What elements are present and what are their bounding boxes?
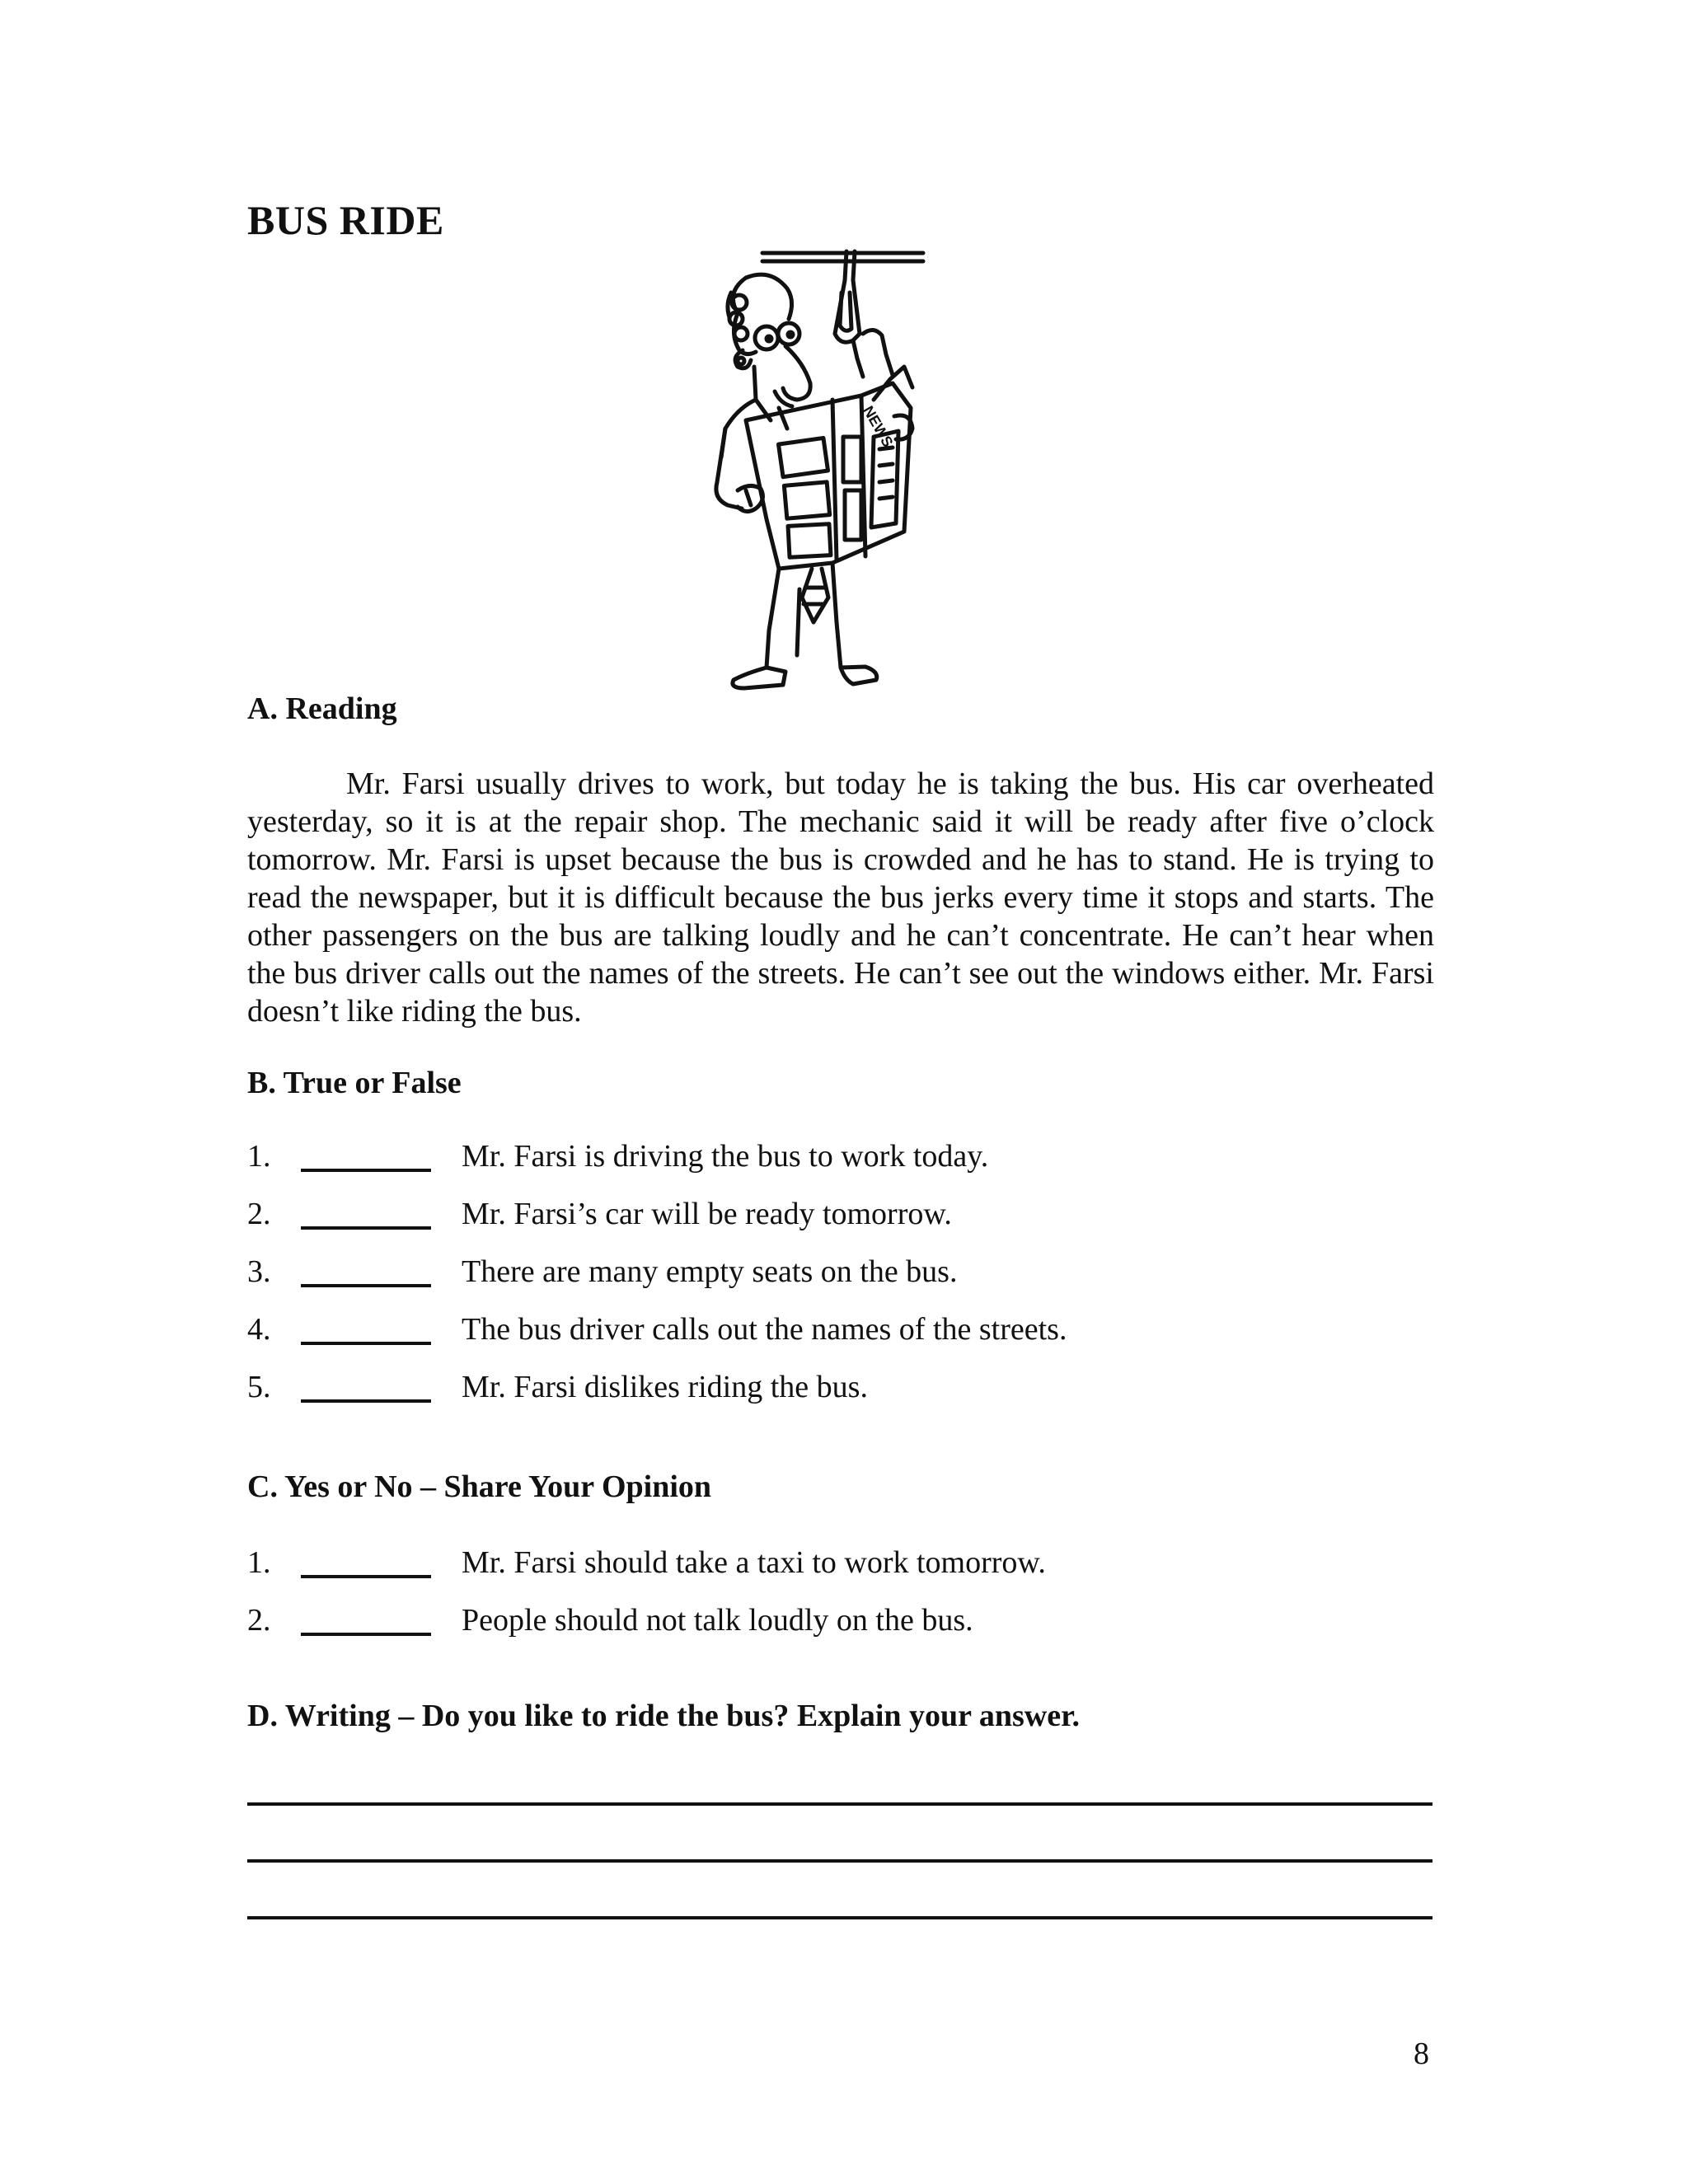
question-text: Mr. Farsi’s car will be ready tomorrow.	[462, 1197, 952, 1231]
yes-no-item-1	[247, 1544, 1434, 1601]
yes-no-item-2	[247, 1601, 1434, 1659]
page-title: BUS RIDE	[247, 197, 444, 243]
question-text: Mr. Farsi dislikes riding the bus.	[462, 1370, 868, 1404]
question-text: There are many empty seats on the bus.	[462, 1254, 958, 1289]
true-false-item-3	[247, 1253, 1434, 1310]
writing-line-2[interactable]	[247, 1859, 1432, 1863]
page-number: 8	[1414, 2036, 1429, 2071]
question-number: 4.	[247, 1312, 271, 1347]
true-false-item-2	[247, 1195, 1434, 1253]
section-b-heading: B. True or False	[247, 1066, 462, 1100]
question-number: 1.	[247, 1545, 271, 1580]
question-number: 1.	[247, 1139, 271, 1174]
question-number: 5.	[247, 1370, 271, 1404]
question-text: Mr. Farsi is driving the bus to work today.	[462, 1139, 989, 1174]
question-number: 2.	[247, 1197, 271, 1231]
answer-blank[interactable]	[301, 1342, 431, 1345]
section-c-heading: C. Yes or No – Share Your Opinion	[247, 1469, 712, 1504]
answer-blank[interactable]	[301, 1399, 431, 1403]
answer-blank[interactable]	[301, 1284, 431, 1287]
true-false-item-1	[247, 1137, 1434, 1195]
reading-paragraph: Mr. Farsi usually drives to work, but today he is taking the bus. His car overheated yesterday, so it is at the repair shop. The mechanic said it will be ready after five o’clock tomorrow. Mr. Farsi is upset because the bus is crowded and he has to stand. He is trying to read the newspaper, but it is difficult because the bus jerks every time it stops and starts. The other passengers on the bus are talking loudly and he can’t concentrate. He can’t hear when the bus driver calls out the names of the streets. He can’t see out the windows either. Mr. Farsi doesn’t like riding the bus.	[247, 766, 1434, 1029]
newspaper-label: NEWS	[860, 403, 897, 450]
writing-line-3[interactable]	[247, 1916, 1432, 1919]
question-number: 2.	[247, 1603, 271, 1638]
true-false-item-4	[247, 1310, 1434, 1368]
answer-blank[interactable]	[301, 1633, 431, 1636]
question-text: People should not talk loudly on the bus.	[462, 1603, 973, 1638]
question-text: The bus driver calls out the names of the streets.	[462, 1312, 1067, 1347]
man-reading-newspaper-on-bus-icon	[688, 243, 985, 701]
answer-blank[interactable]	[301, 1226, 431, 1230]
section-d-heading: D. Writing – Do you like to ride the bus? Explain your answer.	[247, 1699, 1080, 1733]
true-false-list	[247, 1137, 1434, 1426]
yes-no-list	[247, 1544, 1434, 1659]
true-false-item-5	[247, 1368, 1434, 1426]
section-a-heading: A. Reading	[247, 691, 397, 726]
question-number: 3.	[247, 1254, 271, 1289]
question-text: Mr. Farsi should take a taxi to work tomorrow.	[462, 1545, 1046, 1580]
answer-blank[interactable]	[301, 1575, 431, 1578]
answer-blank[interactable]	[301, 1169, 431, 1172]
writing-line-1[interactable]	[247, 1802, 1432, 1806]
